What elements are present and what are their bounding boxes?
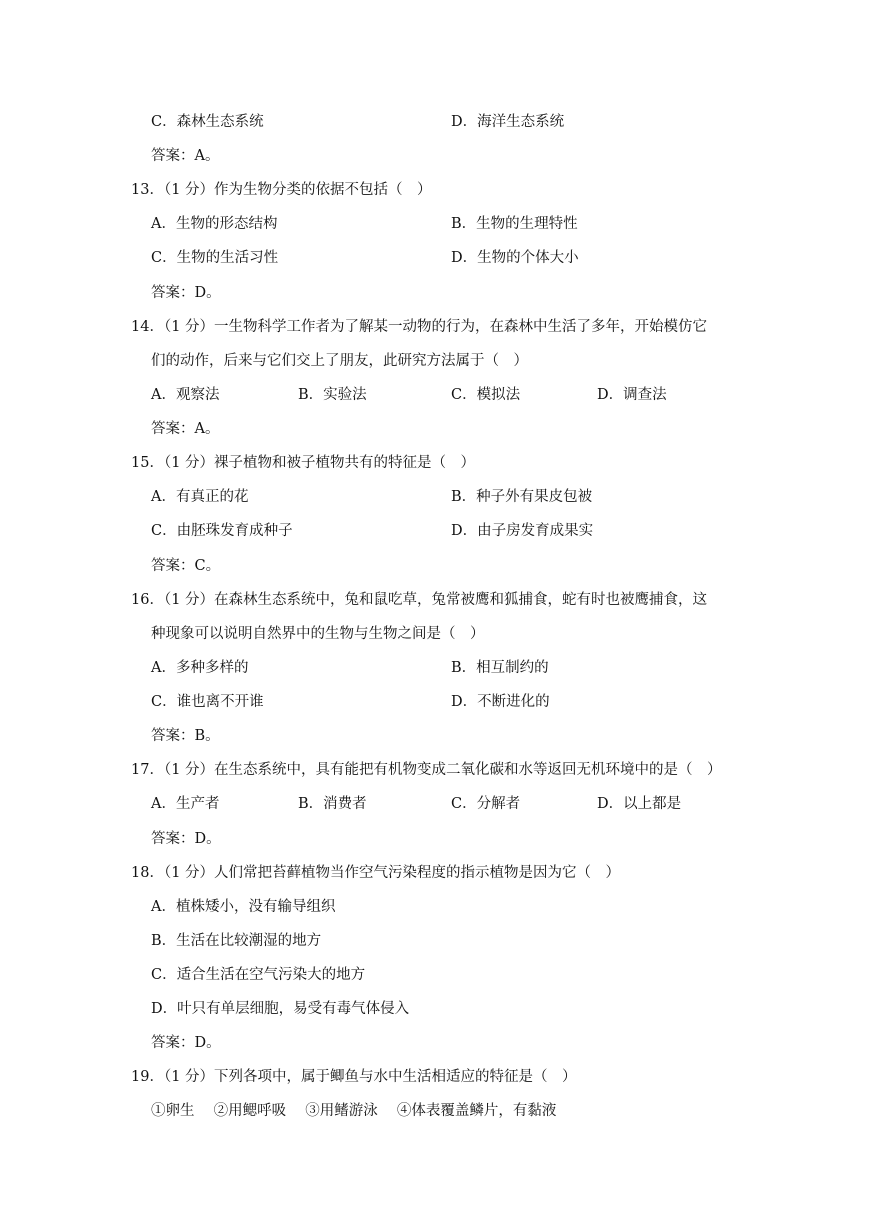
q19-stem: 19．（1 分）下列各项中，属于鲫鱼与水中生活相适应的特征是（ ） xyxy=(131,1069,577,1085)
q14-stem-line1: 14．（1 分）一生物科学工作者为了解某一动物的行为，在森林中生活了多年，开始模仿它 xyxy=(131,319,708,335)
q18-option-d: D．叶只有单层细胞，易受有毒气体侵入 xyxy=(151,1001,410,1017)
q16-stem-line1: 16．（1 分）在森林生态系统中，兔和鼠吃草，兔常被鹰和狐捕食，蛇有时也被鹰捕食，这 xyxy=(131,592,708,608)
q14-option-d: D．调查法 xyxy=(597,387,667,403)
q15-option-b: B．种子外有果皮包被 xyxy=(451,489,593,505)
q17-stem: 17．（1 分）在生态系统中，具有能把有机物变成二氧化碳和水等返回无机环境中的是（ ） xyxy=(131,762,722,778)
q18-answer: 答案：D。 xyxy=(151,1035,221,1051)
q16-option-d: D．不断进化的 xyxy=(451,694,550,710)
q18-option-a: A．植株矮小，没有输导组织 xyxy=(151,899,336,915)
q12-answer: 答案：A。 xyxy=(151,148,220,164)
q16-option-b: B．相互制约的 xyxy=(451,660,549,676)
q13-stem: 13．（1 分）作为生物分类的依据不包括（ ） xyxy=(131,182,432,198)
q15-option-a: A．有真正的花 xyxy=(151,489,249,505)
q12-option-d: D．海洋生态系统 xyxy=(451,114,565,130)
q17-option-b: B．消费者 xyxy=(298,796,367,812)
q15-answer: 答案：C。 xyxy=(151,558,221,574)
q14-stem-line2: 们的动作，后来与它们交上了朋友，此研究方法属于（ ） xyxy=(151,353,528,369)
q15-stem: 15．（1 分）裸子植物和被子植物共有的特征是（ ） xyxy=(131,455,476,471)
q15-option-d: D．由子房发育成果实 xyxy=(451,523,594,539)
q13-option-c: C．生物的生活习性 xyxy=(151,250,279,266)
q14-answer: 答案：A。 xyxy=(151,421,220,437)
q18-option-c: C．适合生活在空气污染大的地方 xyxy=(151,967,366,983)
q14-option-b: B．实验法 xyxy=(298,387,367,403)
q17-answer: 答案：D。 xyxy=(151,831,221,847)
q16-stem-line2: 种现象可以说明自然界中的生物与生物之间是（ ） xyxy=(151,626,485,642)
q13-option-d: D．生物的个体大小 xyxy=(451,250,579,266)
q19-items: ①卵生 ②用鳃呼吸 ③用鳍游泳 ④体表覆盖鳞片，有黏液 xyxy=(151,1103,557,1119)
q14-option-a: A．观察法 xyxy=(151,387,220,403)
q18-option-b: B．生活在比较潮湿的地方 xyxy=(151,933,322,949)
q17-option-c: C．分解者 xyxy=(451,796,521,812)
q13-option-b: B．生物的生理特性 xyxy=(451,216,578,232)
q16-option-a: A．多种多样的 xyxy=(151,660,249,676)
q17-option-a: A．生产者 xyxy=(151,796,220,812)
q12-option-c: C．森林生态系统 xyxy=(151,114,264,130)
q17-option-d: D．以上都是 xyxy=(597,796,682,812)
q15-option-c: C．由胚珠发育成种子 xyxy=(151,523,293,539)
q13-answer: 答案：D。 xyxy=(151,285,221,301)
q16-answer: 答案：B。 xyxy=(151,728,220,744)
q13-option-a: A．生物的形态结构 xyxy=(151,216,278,232)
q18-stem: 18．（1 分）人们常把苔藓植物当作空气污染程度的指示植物是因为它（ ） xyxy=(131,865,621,881)
q14-option-c: C．模拟法 xyxy=(451,387,521,403)
q16-option-c: C．谁也离不开谁 xyxy=(151,694,264,710)
